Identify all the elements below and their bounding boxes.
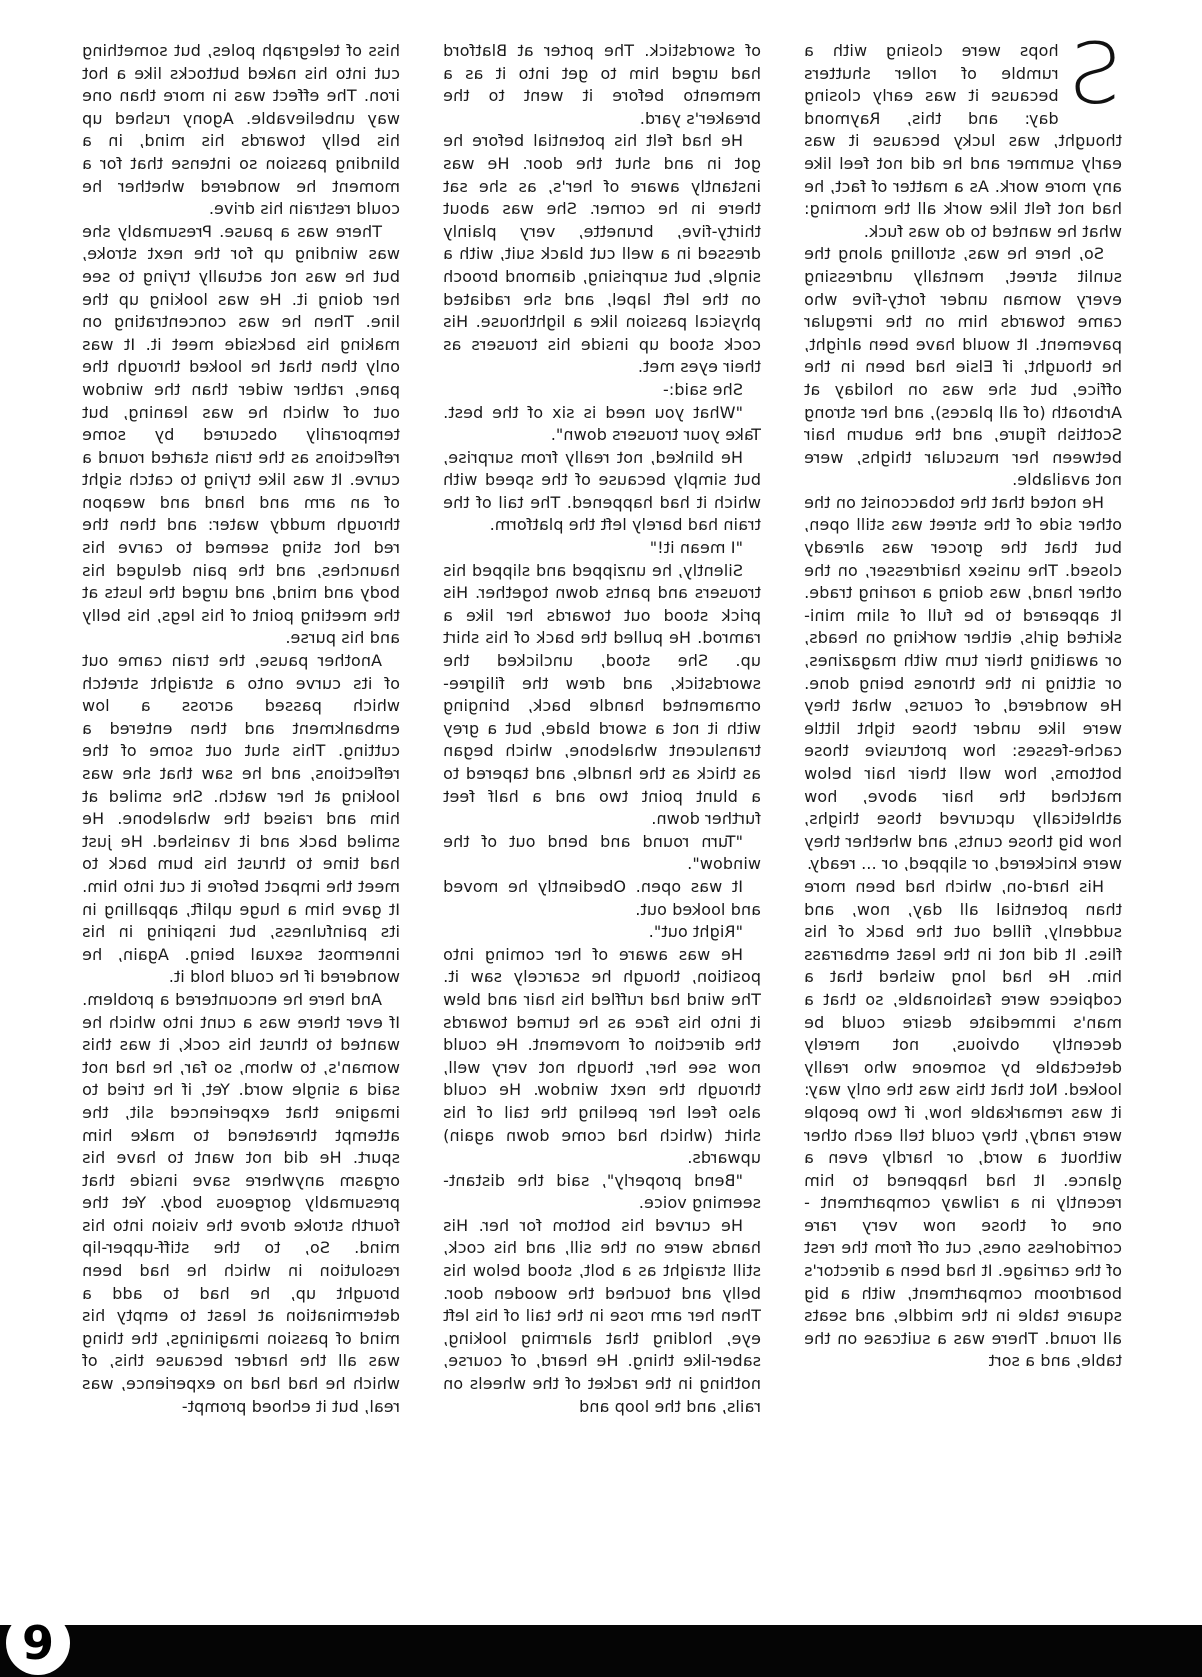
- paragraph: He noted that the tobacconist on the other side of the street was still open, but that the grocer was already closed. The unisex hairdresser, on the other hand, was doing a roaring trade. It appeared to be full of slim mini-skirted girls, either working on heads, or awaiting their turn with magazines, or sitting in the thrones being done. He wondered, of course, what they were like under those tight little cache-fesses: how protrusive those bottoms, how well their hair below matched the hair above, how athletically upcurved those thighs, how big those cunts, and whether they were knickered, or slipped, or ... ready.: [804, 492, 1122, 874]
- paragraph: "Right out".: [648, 922, 743, 942]
- page-number: 9: [6, 1611, 70, 1675]
- paragraph: "Turn round and bend out of the window".: [443, 831, 761, 874]
- paragraph-text: hops were closing with a rumble of roller shutters because it was early closing day: and this, Raymond thought, was lucky because it was early summer and he did not feel like any more work. As a matter of fact, he had not felt like work all the morning: what he wanted to do was fuck.: [804, 41, 1122, 241]
- paragraph: "What you need is six of the best. Take your trousers down".: [443, 402, 761, 445]
- paragraph: of swordstick. The porter at Blatford had urged him to get into it as a memento before it went to the breaker's yard.: [443, 41, 761, 128]
- paragraph: He was aware of her coming into position, though he scarcely saw it. The wind had ruffled his hair and blew it into his face as he turned towards the direction of movement. He could now see her, though not very well, through the next window. He could also feel her peeling the tail of his shirt (which had come down again) upwards.: [443, 944, 761, 1168]
- paragraph: There was a pause. Presumably she was winding up for the next stroke, but he was not actually trying to see her doing it. He was looking up the line. Then he was concentrating on making his backside meet it. It was only then that he looked through the pane, rather wider than the window out of which he was leaning, but temporarily obscured by some reflections as the train started round a curve. It was like trying to catch sight of an arm and hand and weapon through muddy water: and then the red hot sting seemed to carve his haunches, and the pain deluged his body and mind, and urged the lusts at the meeting point of his legs, his belly and his purse.: [82, 221, 400, 648]
- drop-cap: S: [1068, 40, 1122, 123]
- paragraph: It was open. Obediently he moved and looked out.: [443, 876, 761, 919]
- paragraph: His hard-on, which had been more than potential all day, now, and suddenly, filled out the back of his flies. It did not in the least embarrass him. He had long wished that a codpiece were fashionable, so that a man's immediate desire could be decently obvious, not merely detectable by someone who really looked. Not that this was the only way: it was remarkable how, if two people were randy, they could tell each other without a word, or hardly even a glance. It had happened to him recently in a railway compartment - one of those now very rare corridorless ones, cut off from the rest of the carriage. It had been a director's boardroom compartment, with a big square table in the middle, and seats all round. There was a suitcase on the table, and a sort: [804, 876, 1122, 1371]
- footer-bar: [0, 1625, 1202, 1677]
- paragraph: He curved his bottom for her. His hands were on the sill, and his cock, still straight as a bolt, stood below his belly and touched the wooden door. Then her arm rose in the tail of his left eye, holding that alarming looking, saber-like thing. He heard, of course, nothing in the racket of the wheels on rails, and the loop and: [443, 1215, 761, 1416]
- paragraph: "Bend properly", said the distant-seeming voice.: [443, 1170, 761, 1213]
- paragraph: Another pause, the train came out of its curve onto a straight stretch which passed across a low embankment and then entered a cutting. This shut out some of the reflections, and he saw that she was looking at her watch. She smiled at him and raised the whalebone. He smiled back and it vanished. He just had time to thrust his bum back to meet the impact before it cut into him. It gave him a huge uplift, appalling in its painfulness, but inspiring in his innermost sexual being. Again, he wondered if he could hold it.: [82, 651, 400, 987]
- paragraph: [804, 40, 1122, 243]
- paragraph: Silently, he unzipped and slipped his trousers and pants down together. His prick stood out towards her like a ramrod. He pulled the back of his shirt up. She stood, unclicked the swordstick, and drew the filigree-ornamented handle back, bringing with it not a sword blade, but a grey translucent whalebone, which began as thick as the handle, and tapered to a blunt point two and a half feet further down.: [443, 560, 761, 829]
- paragraph: hiss of telegraph poles, but something cut into his naked buttocks like a hot iron. The effect was in more than one way unbelievable. Agony rushed up his belly towards his mind, in a blinding passion so intense that for a moment he wondered whether he could restrain his drive.: [82, 41, 400, 219]
- article-column-2: [443, 40, 761, 1605]
- article-column-1: [804, 40, 1122, 1605]
- article-column-3: [82, 40, 400, 1605]
- paragraph: And here he encountered a problem. If ever there was a cunt into which he wanted to thrust his cock, it was this woman's, to whom, so far, he had not said a single word. Yet, if he tried to imagine that experienced slit, the attempt threatened to make him spurt. He did not want to have his orgasm anywhere save inside that presumably gorgeous body. Yet the fourth stroke drove the vision into his mind. So, to the stiff-upper-lip resolution in which he had been brought up, he had to add a determination at least to empty his mind of passion imaginings, the thing was all the harder because this, of which he had had no experience, was real, but it echoed prompt-: [82, 989, 400, 1416]
- article-body: [82, 40, 1122, 1605]
- paragraph: She said:-: [662, 379, 743, 399]
- paragraph: "I mean it!": [649, 538, 743, 558]
- paragraph: He blinked, not really from surprise, but simply because of the speed with which it had happened. The tail of the train had barely left the platform.: [443, 447, 761, 535]
- paragraph: He had felt his potential before he got in and shut the door. He was instantly aware of her's, as she sat there in he corner. She was about thirty-five, brunette, very plainly dressed in a well cut black suit, with a single, but surprising, diamond brooch on the left lapel, and she radiated physical passion like a lighthouse. His cock stood up inside his trousers as their eyes met.: [443, 131, 761, 377]
- paragraph: So, here he was, strolling along the sunlit street, mentally undressing every woman under forty-five who came towards him on the irregular pavement. It would have been alright, he thought, if Elsie had been in the office, but she was on holiday at Arbroath (of all places), and her strong Scottish figure, and the auburn hair between her muscular thighs, were not available.: [804, 244, 1122, 490]
